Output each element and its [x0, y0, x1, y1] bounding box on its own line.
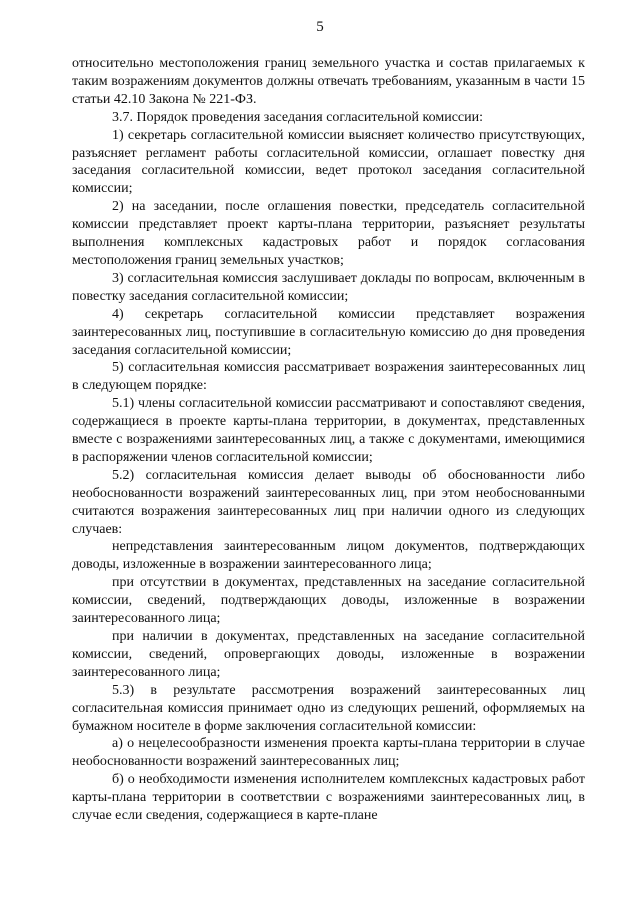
paragraph-case-3: при наличии в документах, представленных на заседание согласительной комиссии, сведений, опровергающих доводы, изложенные в возражении заинтересованного лица; [72, 629, 585, 680]
paragraph-item-4: 4) секретарь согласительной комиссии представляет возражения заинтересованных лиц, поступившие в согласительную комиссию до дня проведения заседания согласительной комиссии; [72, 306, 585, 358]
paragraph-item-5-2: 5.2) согласительная комиссия делает выводы об обоснованности либо необоснованности возражений заинтересованных лиц, при этом необоснованными считаются возражения заинтересованных лиц при наличии одного из следующих случаев: [72, 467, 585, 537]
page-number: 5 [316, 19, 324, 35]
paragraph-case-1: непредставления заинтересованным лицом документов, подтверждающих доводы, изложенные в возражении заинтересованного лица; [72, 539, 585, 573]
document-body [72, 55, 585, 825]
paragraph-item-3: 3) согласительная комиссия заслушивает доклады по вопросам, включенным в повестку заседания согласительной комиссии; [72, 270, 585, 304]
paragraph-section-3-7-heading: 3.7. Порядок проведения заседания согласительной комиссии: [112, 109, 484, 125]
paragraph-decision-b: б) о необходимости изменения исполнителем комплексных кадастровых работ карты-плана территории в соответствии с возражениями заинтересованных лиц, в случае если сведения, содержащиеся в карте-плане [72, 772, 585, 824]
paragraph-item-2: 2) на заседании, после оглашения повестки, председатель согласительной комиссии представляет проект карты-плана территории, разъясняет результаты выполнения комплексных кадастровых работ и порядок согласования местоположения границ земельных участков; [72, 199, 585, 268]
paragraph-decision-a: а) о нецелесообразности изменения проекта карты-плана территории в случае необоснованности возражений заинтересованных лиц; [72, 736, 585, 770]
paragraph-item-5-1: 5.1) члены согласительной комиссии рассматривают и сопоставляют сведения, содержащиеся в проекте карты-плана территории, в документах, представленных вместе с возражениями заинтересованных лиц, а также с документами, имеющимися в распоряжении членов согласительной комиссии; [72, 396, 585, 465]
paragraph-item-1: 1) секретарь согласительной комиссии выясняет количество присутствующих, разъясняет регламент работы согласительной комиссии, оглашает повестку дня заседания согласительной комиссии, ведет протокол заседания согласительной комиссии; [72, 127, 585, 197]
paragraph-item-5: 5) согласительная комиссия рассматривает возражения заинтересованных лиц в следующем порядке: [72, 360, 585, 394]
paragraph-item-5-3: 5.3) в результате рассмотрения возражений заинтересованных лиц согласительная комиссия принимает одно из следующих решений, оформляемых на бумажном носителе в форме заключения согласительной комиссии: [72, 682, 585, 734]
paragraph-case-2: при отсутствии в документах, представленных на заседание согласительной комиссии, сведений, подтверждающих доводы, изложенные в возражении заинтересованного лица; [72, 575, 585, 627]
paragraph-continuation: относительно местоположения границ земельного участка и состав прилагаемых к таким возражениям документов должны отвечать требованиям, указанным в части 15 статьи 42.10 Закона № 221-ФЗ. [72, 56, 585, 107]
